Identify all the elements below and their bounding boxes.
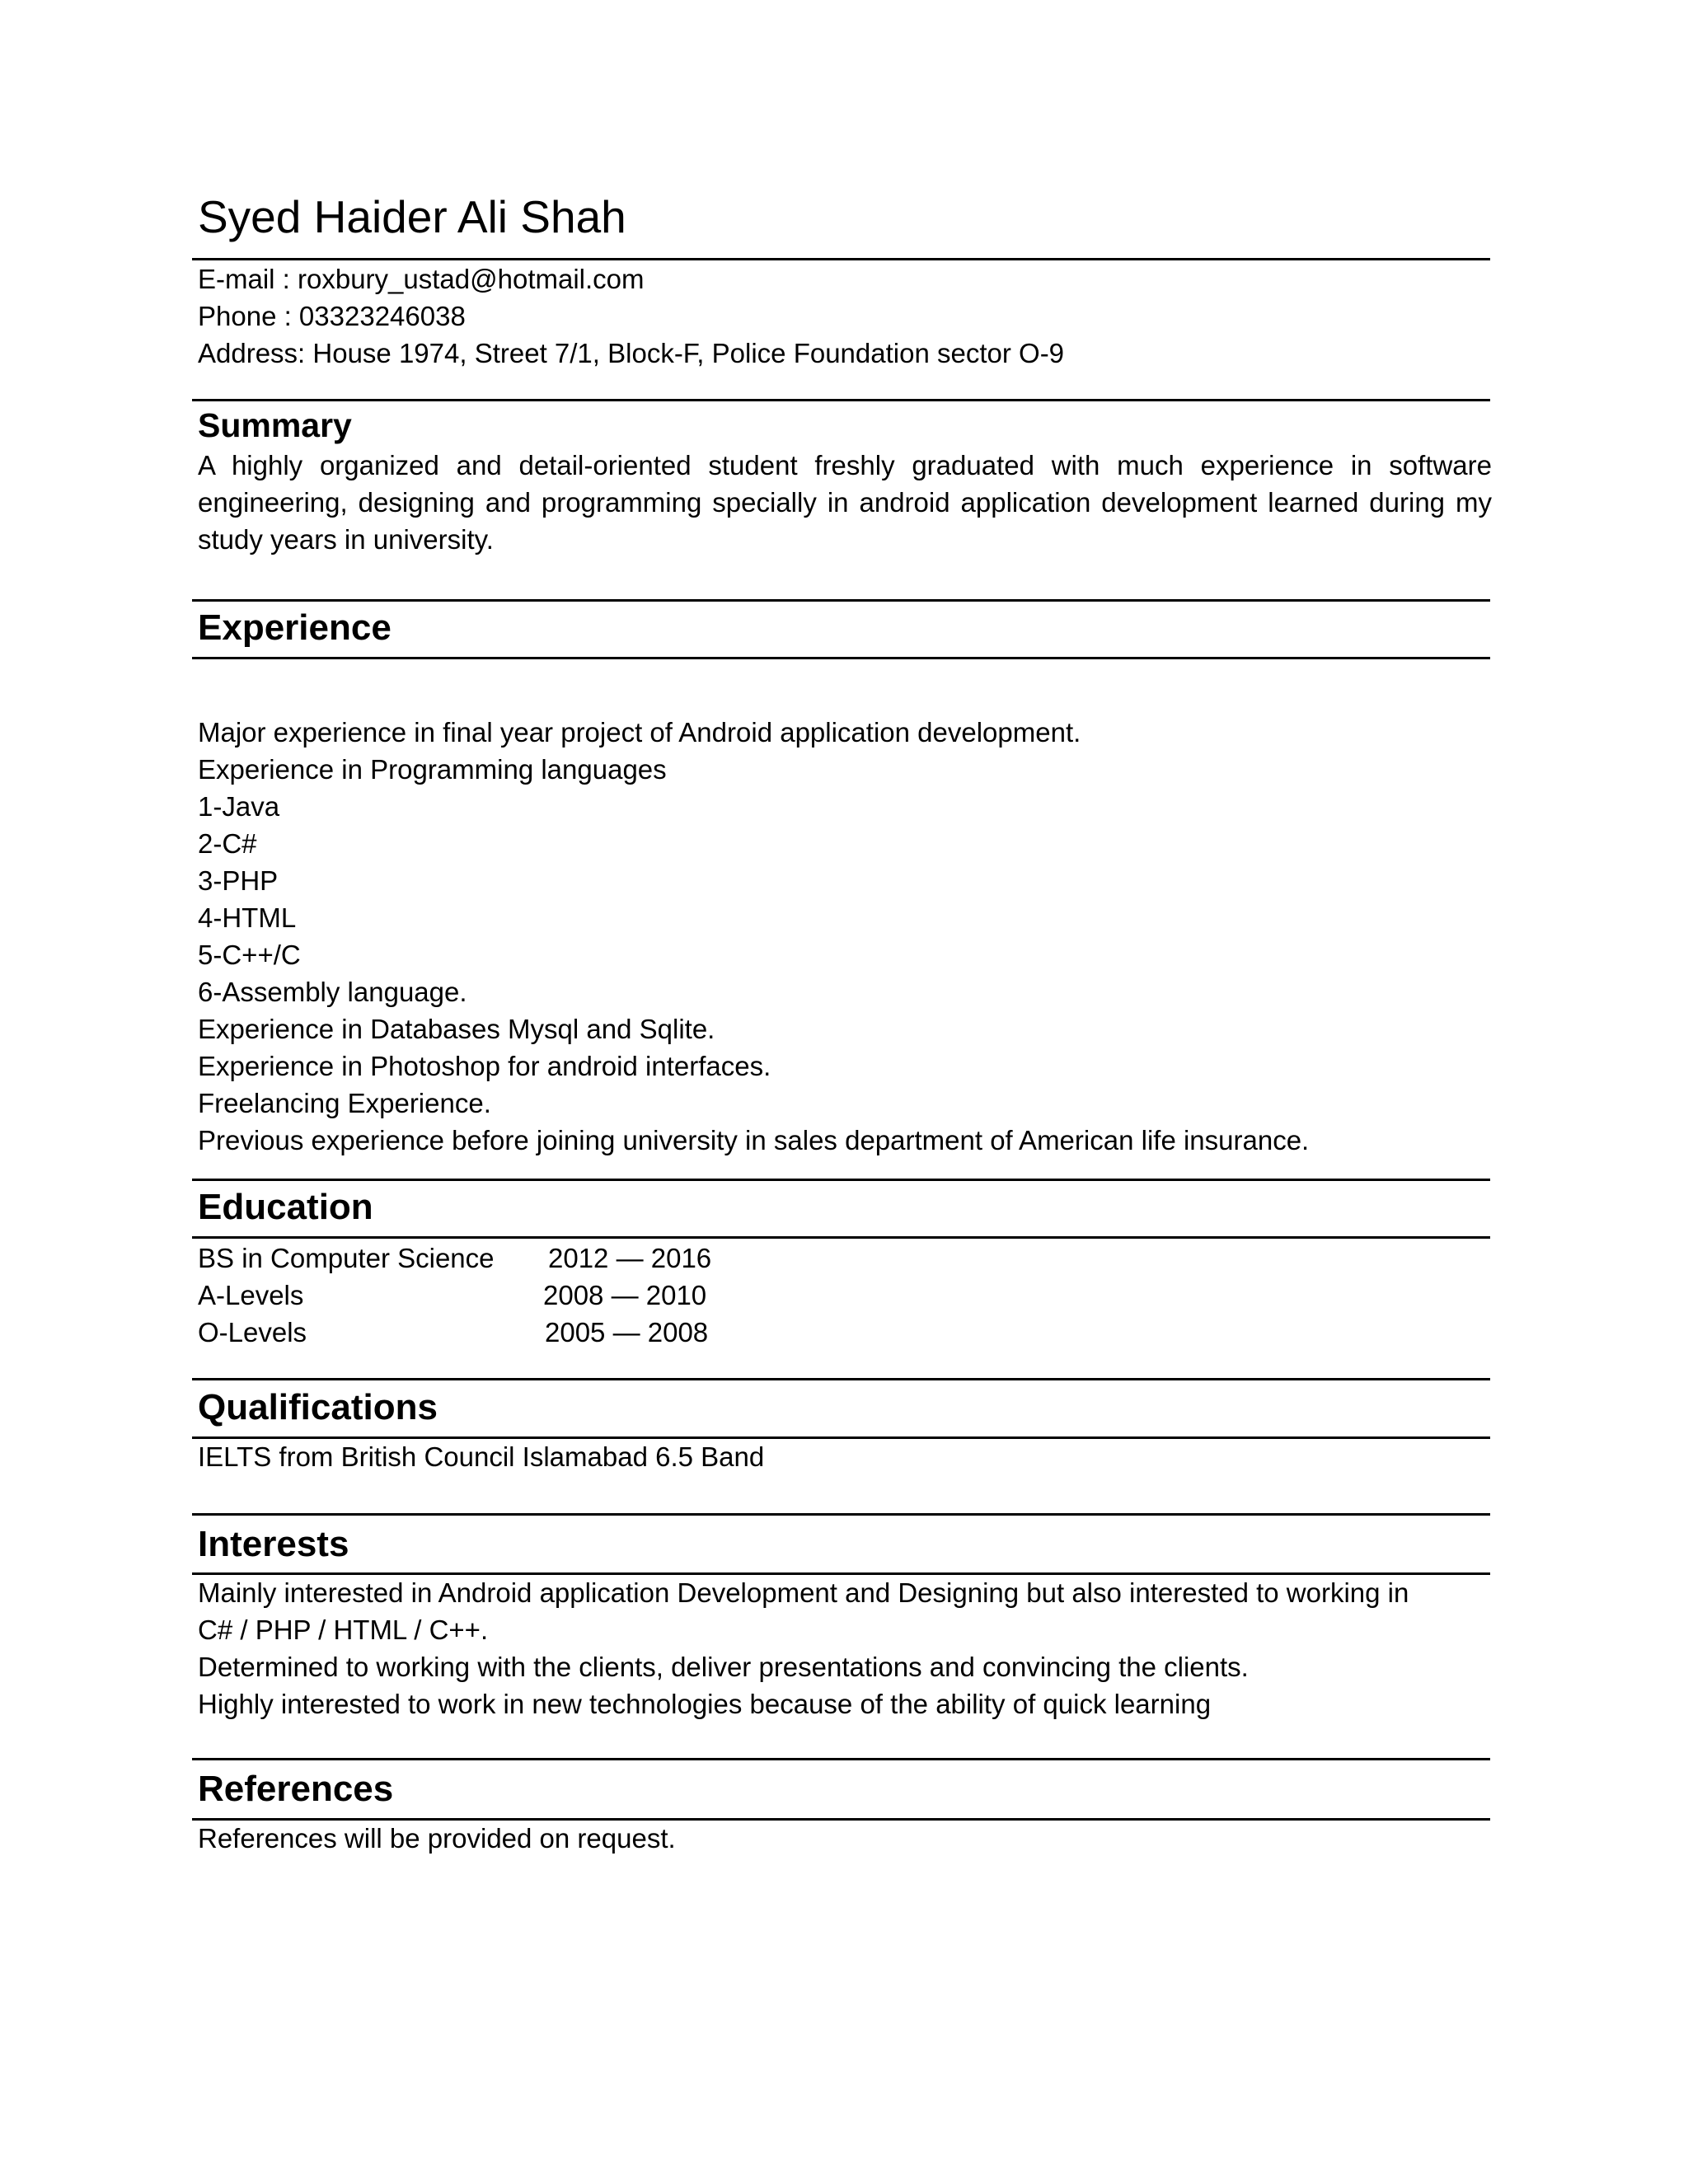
list-item: Experience in Photoshop for android interfaces. (198, 1051, 771, 1081)
phone-line: Phone : 03323246038 (198, 301, 466, 331)
list-item: Experience in Programming languages (198, 754, 667, 785)
qualifications-heading: Qualifications (198, 1387, 438, 1427)
resume-page (192, 0, 1490, 2184)
experience-list (198, 714, 1309, 1159)
interests-top-divider (192, 1513, 1490, 1516)
interests-line: Determined to working with the clients, deliver presentations and convincing the clients. (198, 1652, 1249, 1682)
qualifications-top-divider (192, 1378, 1490, 1380)
list-item: Major experience in final year project of Android application development. (198, 717, 1081, 748)
list-item: 2-C# (198, 828, 257, 859)
summary-top-divider (192, 399, 1490, 401)
references-text: References will be provided on request. (198, 1823, 676, 1854)
qualifications-text: IELTS from British Council Islamabad 6.5 Band (198, 1441, 765, 1472)
email-line: E-mail : roxbury_ustad@hotmail.com (198, 264, 645, 294)
list-item: 5-C++/C (198, 940, 301, 970)
education-years: 2012 — 2016 (548, 1243, 712, 1273)
education-top-divider (192, 1179, 1490, 1181)
interests-line: Highly interested to work in new technologies because of the ability of quick learning (198, 1689, 1212, 1719)
education-degree: O-Levels (198, 1317, 307, 1347)
education-bottom-divider (192, 1236, 1490, 1239)
list-item: Previous experience before joining university in sales department of American life insurance. (198, 1125, 1310, 1155)
education-degree: BS in Computer Science (198, 1243, 495, 1273)
experience-heading: Experience (198, 607, 392, 648)
summary-heading: Summary (198, 406, 352, 444)
candidate-name: Syed Haider Ali Shah (198, 191, 626, 242)
table-row (198, 1240, 775, 1277)
education-years: 2008 — 2010 (543, 1280, 707, 1310)
summary-text: A highly organized and detail-oriented student freshly graduated with much experience in software engineering, designing and programming specially in android application development learned during my study years in university. (198, 450, 1492, 555)
list-item: 3-PHP (198, 865, 279, 896)
education-years: 2005 — 2008 (545, 1317, 709, 1347)
references-top-divider (192, 1758, 1490, 1760)
education-heading: Education (198, 1187, 373, 1227)
references-heading: References (198, 1769, 394, 1809)
list-item: 4-HTML (198, 902, 297, 933)
interests-heading: Interests (198, 1524, 349, 1564)
experience-bottom-divider (192, 657, 1490, 659)
interests-line: C# / PHP / HTML / C++. (198, 1615, 489, 1645)
list-item: Freelancing Experience. (198, 1088, 491, 1118)
education-degree: A-Levels (198, 1280, 304, 1310)
list-item: Experience in Databases Mysql and Sqlite. (198, 1014, 715, 1044)
experience-top-divider (192, 599, 1490, 602)
list-item: 1-Java (198, 791, 280, 822)
table-row (198, 1277, 775, 1314)
table-row (198, 1314, 775, 1351)
interests-line: Mainly interested in Android application Development and Designing but also interested to working in (198, 1577, 1409, 1608)
address-line: Address: House 1974, Street 7/1, Block-F, Police Foundation sector O-9 (198, 338, 1065, 368)
list-item: 6-Assembly language. (198, 977, 467, 1007)
